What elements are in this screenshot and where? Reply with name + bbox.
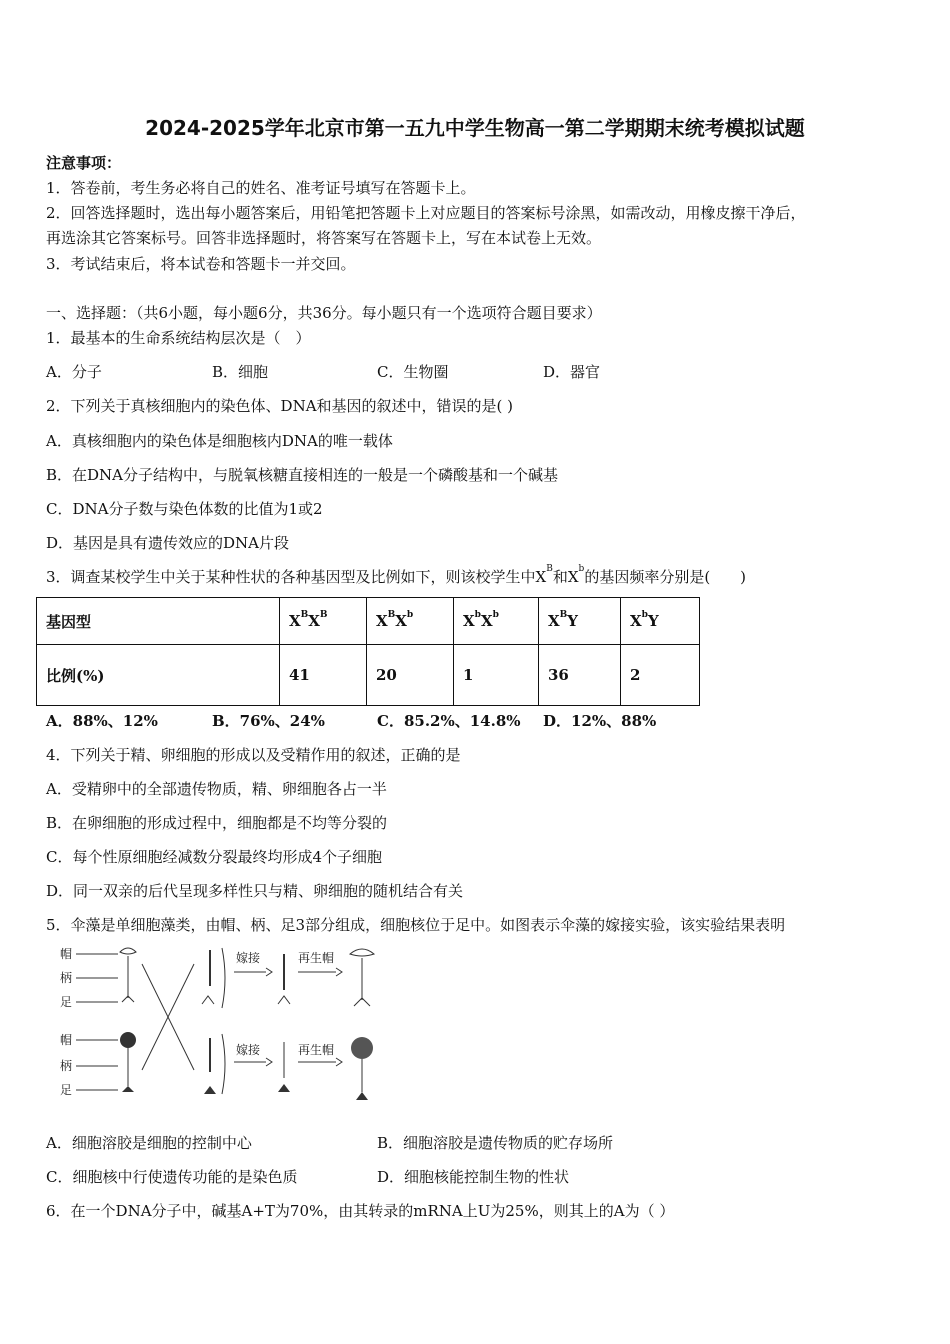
q1-option-d: D．器官 [543,363,601,381]
label-cap: 帽 [60,947,73,961]
q1-option-a: A．分子 [46,363,102,381]
q3-option-c: C．85.2%、14.8% [377,712,521,730]
q4-option-b: B．在卵细胞的形成过程中，细胞都是不均等分裂的 [46,814,388,832]
table-header-cell: $X^BX^b$ [367,598,454,645]
q5-option-b: B．细胞溶胶是遗传物质的贮存场所 [377,1134,614,1152]
table-header-cell: $X^bY$ [621,598,700,645]
q3-stem-sup: B [546,564,553,574]
q3-stem-part: 3．调查某校学生中关于某种性状的各种基因型及比例如下，则该校学生中X [46,568,547,586]
notice-item: 2．回答选择题时，选出每小题答案后，用铅笔把答题卡上对应题目的答案标号涂黑，如需改动，用橡皮擦干净后， [46,204,806,222]
question-1-stem: 1．最基本的生命系统结构层次是（ ） [46,329,311,347]
table-cell: 比例(%) [37,645,280,706]
q2-option-c: C．DNA分子数与染色体数的比值为1或2 [46,500,323,518]
q2-option-b: B．在DNA分子结构中，与脱氧核糖直接相连的一般是一个磷酸基和一个碱基 [46,466,559,484]
q3-option-a: A．88%、12% [46,712,158,730]
table-header-cell: $X^bX^b$ [454,598,539,645]
table-cell: 20 [367,645,454,706]
notice-heading: 注意事项： [46,154,122,172]
label-graft: 嫁接 [236,1043,261,1057]
q3-stem-part: 的基因频率分别是( ) [584,568,747,586]
table-header-cell: $X^BY$ [539,598,621,645]
genotype-table [36,597,700,706]
question-6-stem: 6．在一个DNA分子中，碱基A+T为70%，由其转录的mRNA上U为25%，则其上的A为（ ） [46,1202,675,1220]
label-cap: 帽 [60,1033,73,1047]
notice-item: 1．答卷前，考生务必将自己的姓名、准考证号填写在答题卡上。 [46,179,476,197]
notice-item: 3．考试结束后，将本试卷和答题卡一并交回。 [46,255,356,273]
section-heading: 一、选择题：（共6小题，每小题6分，共36分。每小题只有一个选项符合题目要求） [46,304,602,322]
label-stalk: 柄 [60,1059,73,1073]
label-regen: 再生帽 [298,1043,335,1057]
q5-option-d: D．细胞核能控制生物的性状 [377,1168,570,1186]
notice-item: 再选涂其它答案标号。回答非选择题时，将答案写在答题卡上，写在本试卷上无效。 [46,229,602,247]
q3-stem-sup: b [578,564,585,574]
q2-option-a: A．真核细胞内的染色体是细胞核内DNA的唯一载体 [46,432,393,450]
q1-option-c: C．生物圈 [377,363,449,381]
question-5-stem: 5．伞藻是单细胞藻类，由帽、柄、足3部分组成，细胞核位于足中。如图表示伞藻的嫁接实验，该实验结果表明 [46,916,786,934]
q5-option-a: A．细胞溶胶是细胞的控制中心 [46,1134,252,1152]
label-stalk: 柄 [60,971,73,985]
table-header-cell: $X^BX^B$ [280,598,367,645]
label-foot: 足 [60,1083,73,1097]
q3-option-b: B．76%、24% [212,712,325,730]
q3-option-d: D．12%、88% [543,712,657,730]
table-row [37,598,700,645]
question-4-stem: 4．下列关于精、卵细胞的形成以及受精作用的叙述，正确的是 [46,746,461,764]
label-foot: 足 [60,995,73,1009]
q4-option-a: A．受精卵中的全部遗传物质，精、卵细胞各占一半 [46,780,387,798]
page-title: 2024-2025学年北京市第一五九中学生物高一第二学期期末统考模拟试题 [145,116,805,140]
table-row [37,645,700,706]
table-cell: 41 [280,645,367,706]
table-cell: 1 [454,645,539,706]
label-regen: 再生帽 [298,951,335,965]
q3-stem-part: 和X [552,568,579,586]
acetabularia-grafting-figure [56,942,406,1112]
q2-option-d: D．基因是具有遗传效应的DNA片段 [46,534,290,552]
q4-option-c: C．每个性原细胞经减数分裂最终均形成4个子细胞 [46,848,383,866]
question-2-stem: 2．下列关于真核细胞内的染色体、DNA和基因的叙述中，错误的是( ) [46,397,514,415]
q5-option-c: C．细胞核中行使遗传功能的是染色质 [46,1168,298,1186]
label-graft: 嫁接 [236,951,261,965]
table-cell: 36 [539,645,621,706]
q1-option-b: B．细胞 [212,363,269,381]
table-cell: 2 [621,645,700,706]
table-header-cell: 基因型 [37,598,280,645]
q4-option-d: D．同一双亲的后代呈现多样性只与精、卵细胞的随机结合有关 [46,882,464,900]
question-3-stem [46,566,746,587]
